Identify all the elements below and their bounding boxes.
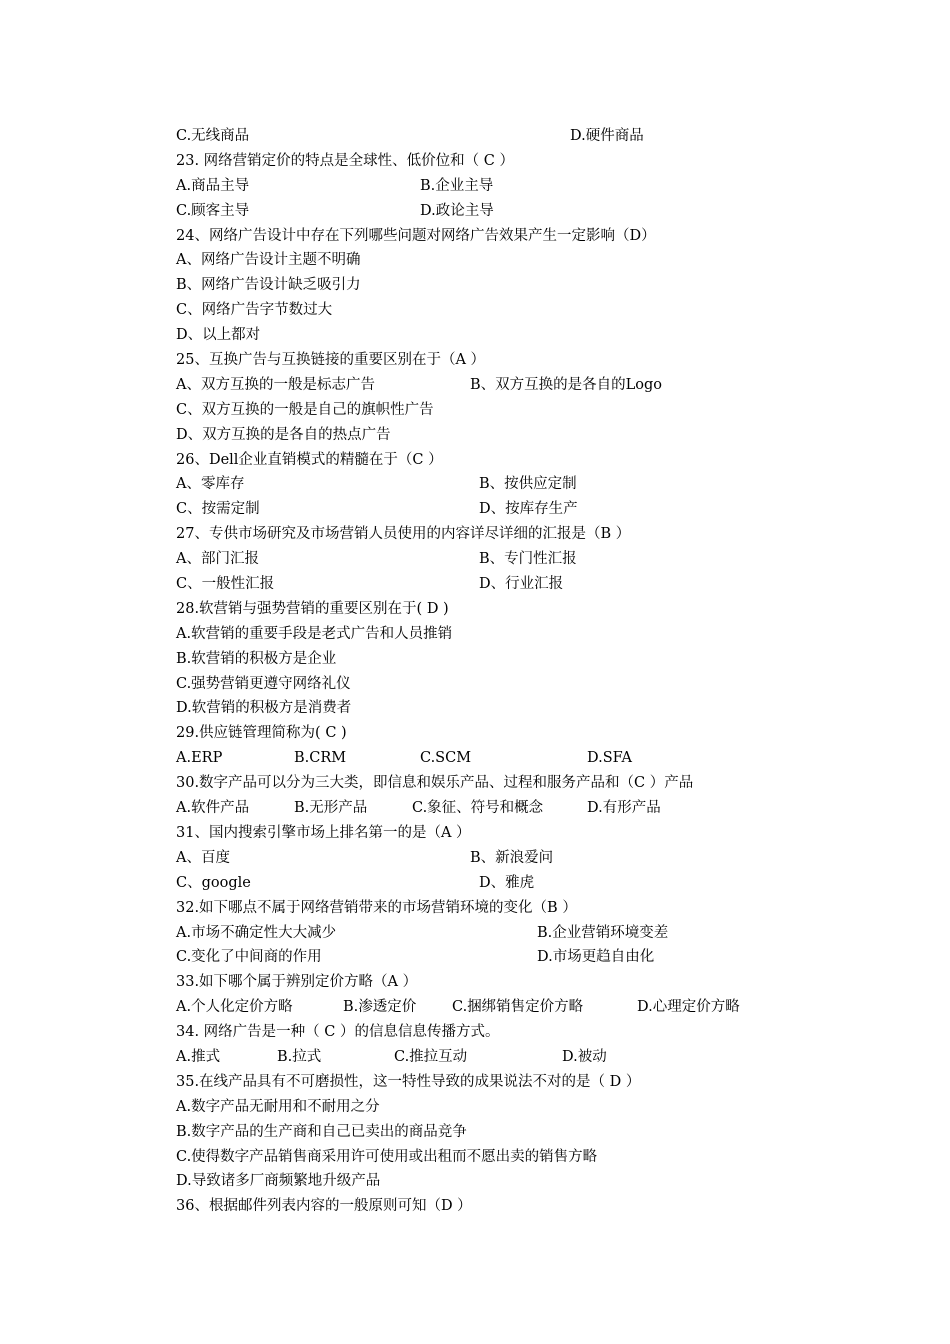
text-segment: A.推式 [176,1048,221,1065]
text-segment: 32.如下哪点不属于网络营销带来的市场营销环境的变化（B ） [176,899,577,916]
text-line [176,746,796,771]
text-segment: B、按供应定制 [479,476,577,493]
text-segment: D.硬件商品 [570,128,644,144]
text-segment: B.CRM [294,750,347,767]
text-segment: B.软营销的积极方是企业 [176,650,337,667]
text-segment: C.SCM [420,750,472,767]
text-segment: B.企业营销环境变差 [537,924,669,941]
text-line [176,423,796,448]
text-line [176,323,796,348]
text-line [176,124,796,149]
text-segment: A.商品主导 [176,177,250,194]
question-line [176,348,796,373]
text-segment: 28.软营销与强势营销的重要区别在于( D ) [176,600,449,617]
text-segment: B、新浪爱问 [470,849,554,866]
question-list [176,124,796,1219]
text-segment: A.软件产品 [176,800,250,817]
text-segment: C、一般性汇报 [176,576,275,593]
text-line [176,622,796,647]
text-line [176,497,796,522]
text-segment: A.ERP [176,750,223,767]
text-line [176,547,796,572]
text-segment: A、部门汇报 [176,551,259,568]
text-segment: A.市场不确定性大大减少 [176,924,337,941]
text-line [176,1145,796,1170]
text-line [176,1095,796,1120]
text-line [176,298,796,323]
text-segment: 36、根据邮件列表内容的一般原则可知（D ） [176,1198,472,1215]
text-segment: B.数字产品的生产商和自己已卖出的商品竞争 [176,1123,467,1140]
question-line [176,721,796,746]
text-segment: C.使得数字产品销售商采用许可使用或出租而不愿出卖的销售方略 [176,1148,598,1165]
text-segment: D.市场更趋自由化 [537,949,655,966]
text-segment: C、双方互换的一般是自己的旗帜性广告 [176,401,434,418]
text-segment: D、双方互换的是各自的热点广告 [176,426,391,443]
text-segment: 34. 网络广告是一种（ C ）的信息信息传播方式。 [176,1024,500,1041]
text-segment: B.企业主导 [420,177,494,194]
question-line [176,1070,796,1095]
text-line [176,796,796,821]
question-line [176,821,796,846]
question-line [176,522,796,547]
text-line [176,995,796,1020]
text-segment: 33.如下哪个属于辨别定价方略（A ） [176,974,418,991]
text-segment: B、专门性汇报 [479,551,577,568]
question-line [176,970,796,995]
text-segment: 35.在线产品具有不可磨损性，这一特性导致的成果说法不对的是（ D ） [176,1073,641,1090]
text-segment: C.捆绑销售定价方略 [452,999,584,1016]
text-segment: D、按库存生产 [479,501,578,518]
text-line [176,921,796,946]
text-line [176,472,796,497]
text-segment: B.无形产品 [294,800,368,817]
text-segment: A、零库存 [176,476,245,493]
text-segment: C.顾客主导 [176,202,250,219]
text-segment: 27、专供市场研究及市场营销人员使用的内容详尽详细的汇报是（B ） [176,526,631,543]
text-segment: C、按需定制 [176,501,260,518]
text-segment: C、网络广告字节数过大 [176,302,333,319]
text-line [176,945,796,970]
text-segment: C、google [176,874,251,891]
text-line [176,1120,796,1145]
question-line [176,1194,796,1219]
text-segment: 26、Dell企业直销模式的精髓在于（C ） [176,451,443,468]
question-line [176,771,796,796]
question-line [176,597,796,622]
text-segment: C.推拉互动 [394,1048,468,1065]
text-segment: C.象征、符号和概念 [412,800,544,817]
text-segment: A.个人化定价方略 [176,999,293,1016]
text-line [176,1169,796,1194]
text-segment: A.数字产品无耐用和不耐用之分 [176,1098,380,1115]
text-line [176,174,796,199]
text-line [176,1045,796,1070]
text-line [176,846,796,871]
text-line [176,398,796,423]
text-segment: A、双方互换的一般是标志广告 [176,376,375,393]
text-segment: B.拉式 [277,1048,322,1065]
text-line [176,672,796,697]
text-line [176,248,796,273]
text-segment: D、雅虎 [479,874,535,891]
text-line [176,373,796,398]
text-segment: D.被动 [562,1048,607,1065]
question-line [176,1020,796,1045]
text-segment: 30.数字产品可以分为三大类，即信息和娱乐产品、过程和服务产品和（C ）产品 [176,775,694,792]
text-segment: B、网络广告设计缺乏吸引力 [176,277,361,294]
text-segment: D、行业汇报 [479,576,564,593]
text-segment: D.有形产品 [587,800,661,817]
text-line [176,273,796,298]
question-line [176,149,796,174]
text-segment: B、双方互换的是各自的Logo [470,376,663,393]
text-segment: B.渗透定价 [343,999,417,1016]
text-segment: C.无线商品 [176,128,250,144]
text-segment: C.强势营销更遵守网络礼仪 [176,675,351,692]
text-segment: D.心理定价方略 [637,999,740,1016]
text-segment: A、网络广告设计主题不明确 [176,252,361,269]
text-segment: A、百度 [176,849,230,866]
text-segment: A.软营销的重要手段是老式广告和人员推销 [176,625,453,642]
question-line [176,448,796,473]
text-segment: 29.供应链管理简称为( C ) [176,725,347,742]
question-line [176,224,796,249]
text-segment: C.变化了中间商的作用 [176,949,322,966]
question-line [176,896,796,921]
text-segment: D、以上都对 [176,327,261,344]
text-segment: 24、网络广告设计中存在下列哪些问题对网络广告效果产生一定影响（D） [176,227,656,244]
text-segment: D.政论主导 [420,202,494,219]
text-line [176,647,796,672]
text-line [176,199,796,224]
text-segment: 25、互换广告与互换链接的重要区别在于（A ） [176,352,486,369]
text-segment: D.SFA [587,750,632,767]
text-segment: 23. 网络营销定价的特点是全球性、低价位和（ C ） [176,152,514,169]
text-segment: D.软营销的积极方是消费者 [176,700,352,717]
text-line [176,871,796,896]
text-line [176,572,796,597]
text-segment: D.导致诸多厂商频繁地升级产品 [176,1173,381,1190]
text-line [176,696,796,721]
text-segment: 31、国内搜索引擎市场上排名第一的是（A ） [176,824,471,841]
